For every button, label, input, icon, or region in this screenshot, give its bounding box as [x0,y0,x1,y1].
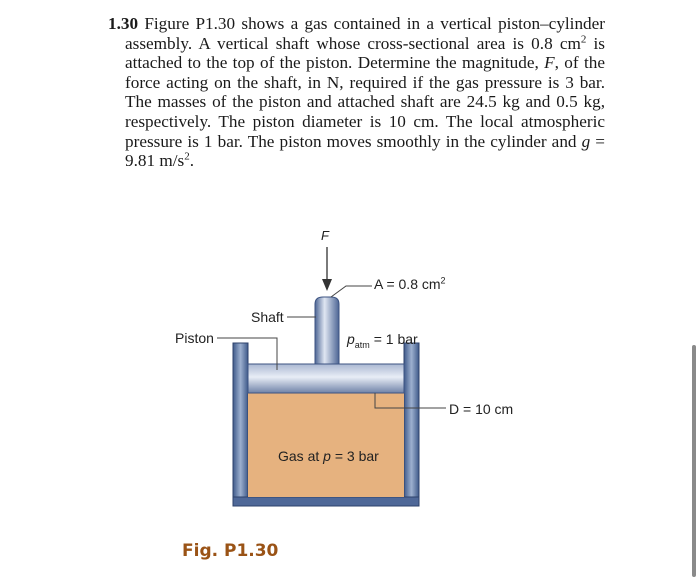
area-label: A = 0.8 $cm^2$ [374,275,446,292]
area-leader [331,286,372,297]
patm-label: $p_{atm} = 1$ bar [347,331,418,350]
piston [248,364,404,393]
force-arrow-head [322,279,332,291]
cylinder-left-wall [233,343,248,504]
shaft [315,297,339,364]
figure-caption: Fig. P1.30 [182,541,279,561]
problem-statement: 1.30 Figure P1.30 shows a gas contained in a vertical piston–cylinder assembly. A vertical shaft whose cross-sectional area is 0.8 $cm^2$ is attached to the top of the piston. Determine the magnitude, F, of the force acting on the shaft, in N, required if the gas pressure is 3 bar. The masses of the piston and attached shaft are 24.5 kg and 0.5 kg, respectively. The piston diameter is 10 cm. The local atmospheric pressure is 1 bar. The piston moves smoothly in the cylinder and g = 9.81 $m/s^2$. [108,14,605,171]
gas-region [248,393,404,497]
force-label: F [321,228,329,243]
gas-label: Gas at p = 3 bar [278,448,379,464]
problem-number: 1.30 [108,14,139,33]
vertical-scrollbar[interactable] [692,345,696,577]
shaft-label: Shaft [251,309,284,325]
cylinder-base [233,497,419,506]
diameter-label: D = 10 cm [449,401,514,417]
cylinder-right-wall [404,343,419,504]
piston-label: Piston [175,330,214,346]
